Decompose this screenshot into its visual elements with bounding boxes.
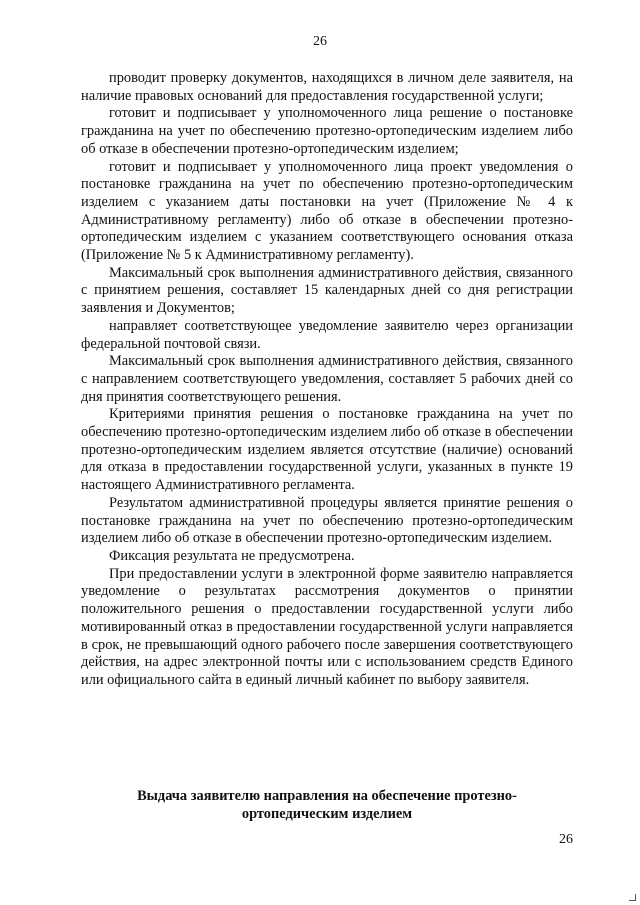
page-number-bottom: 26 (559, 832, 573, 847)
page-number-top: 26 (313, 34, 327, 49)
section-heading-line: Выдача заявителю направления на обеспечение протезно- (137, 788, 517, 804)
paragraph: проводит проверку документов, находящихся в личном деле заявителя, на наличие правовых оснований для предоставления государственной услуги; (81, 70, 573, 104)
paragraph: направляет соответствующее уведомление заявителю через организации федеральной почтовой связи. (81, 317, 573, 352)
section-heading (81, 787, 573, 823)
paragraph: Результатом административной процедуры является принятие решения о постановке гражданина на учет по обеспечению протезно-ортопедическим изделием либо об отказе в обеспечении протезно-ортопедическим изделием. (81, 494, 573, 547)
document-body (81, 70, 573, 690)
paragraph: Фиксация результата не предусмотрена. (109, 547, 355, 564)
paragraph: готовит и подписывает у уполномоченного лица проект уведомления о постановке гражданина на учет по обеспечению протезно-ортопедическим изделием с указанием даты постановки на учет (Приложение № 4 к Административному регламенту) либо об отказе в обеспечении протезно-ортопедическим изделием с указанием соответствующего основания отказа (Приложение № 5 к Административному регламенту). (81, 158, 573, 264)
paragraph: Максимальный срок выполнения административного действия, связанного с направлением соответствующего уведомления, составляет 5 рабочих дней со дня принятия соответствующего решения. (81, 353, 573, 405)
paragraph: Максимальный срок выполнения административного действия, связанного с принятием решения, составляет 15 календарных дней со дня регистрации заявления и Документов; (81, 264, 573, 317)
paragraph: готовит и подписывает у уполномоченного лица решение о постановке гражданина на учет по обеспечению протезно-ортопедическим изделием либо об отказе в обеспечении протезно-ортопедическим изделием; (81, 105, 573, 157)
paragraph: Критериями принятия решения о постановке гражданина на учет по обеспечению протезно-ортопедическим изделием либо об отказе в обеспечении протезно-ортопедическим изделием является отсутствие (наличие) оснований для отказа в предоставлении государственной услуги, указанных в пункте 19 настоящего Административного регламента. (81, 406, 573, 494)
section-heading-line: ортопедическим изделием (241, 806, 413, 822)
paragraph: При предоставлении услуги в электронной форме заявителю направляется уведомление о результатах рассмотрения документов о принятии положительного решения о предоставлении государственной услуги либо мотивированный отказ в предоставлении государственной услуги направляется в срок, не превышающий одного рабочего после завершения соответствующего действия, на адрес электронной почты или с использованием средств Единого или официального сайта в единый личный кабинет по выбору заявителя. (81, 565, 573, 688)
corner-mark (629, 894, 636, 901)
